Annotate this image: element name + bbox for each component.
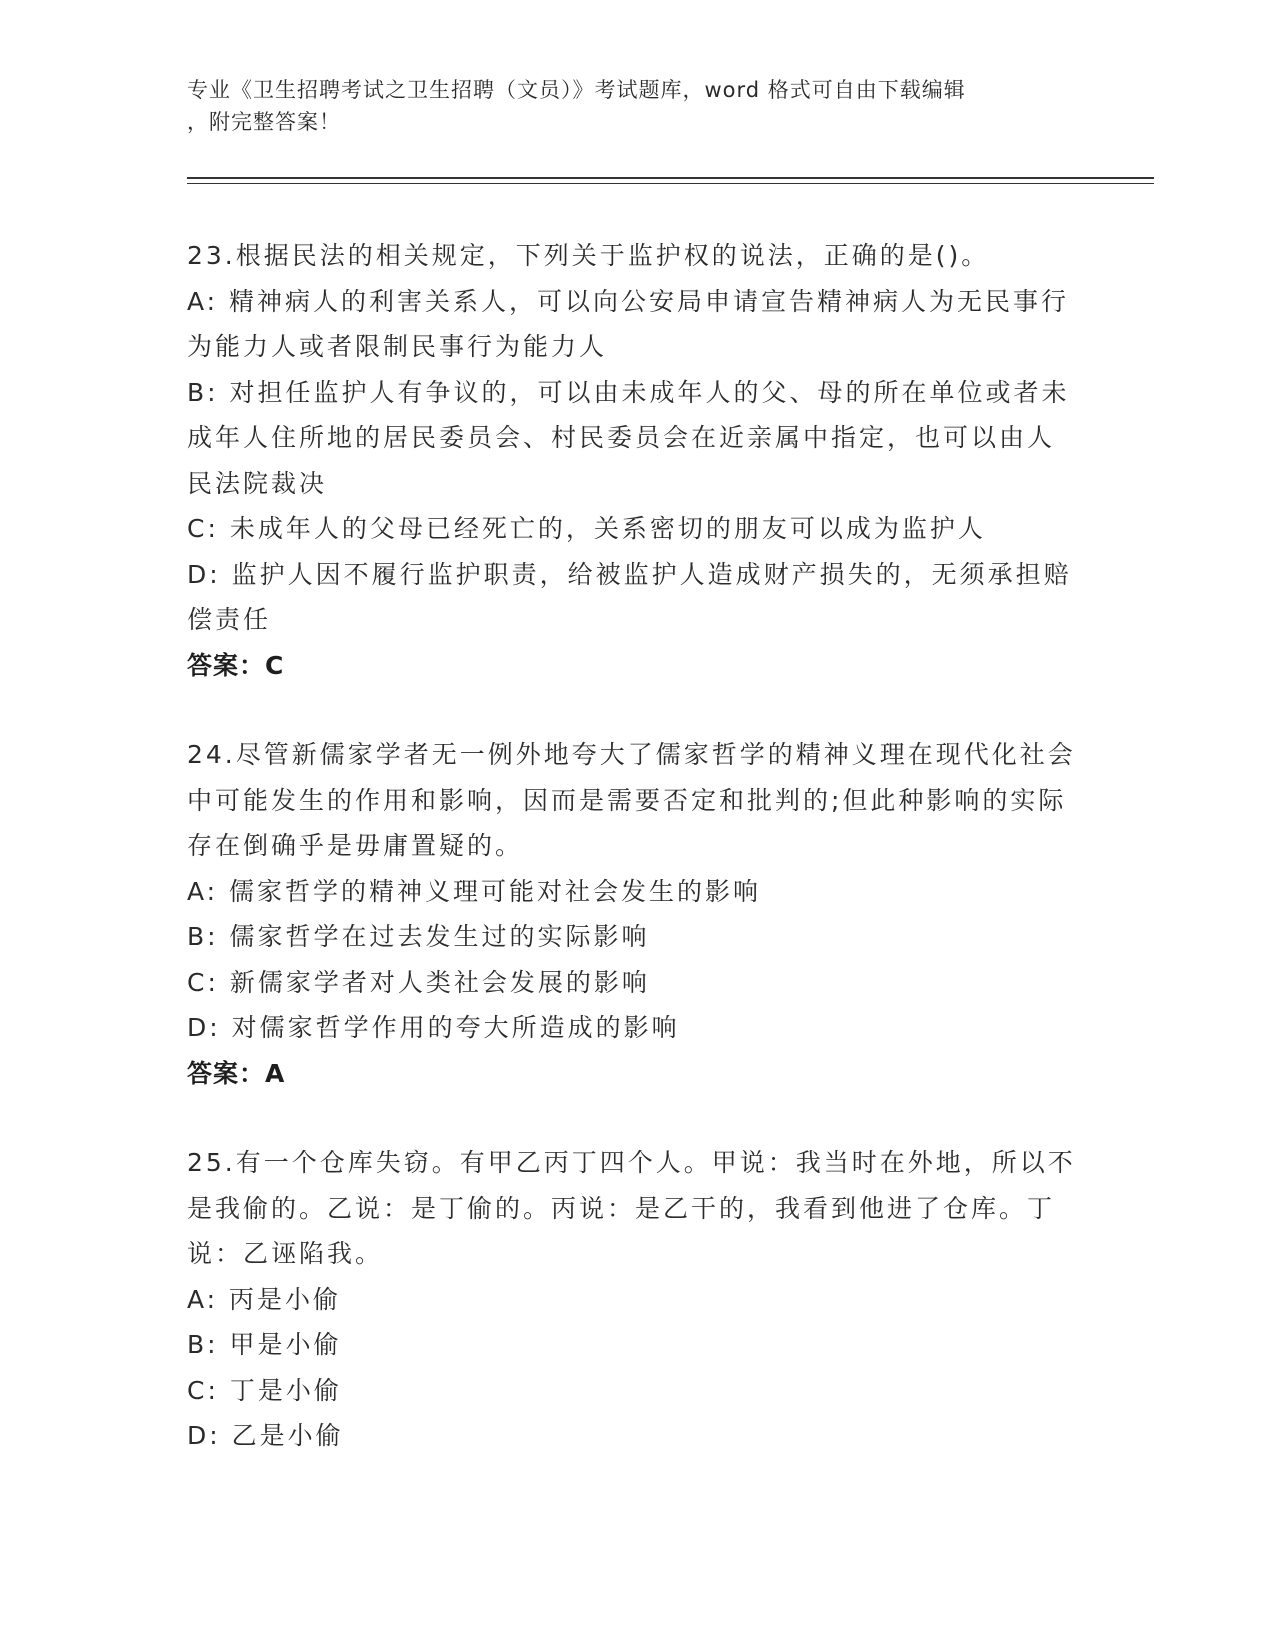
option-b: B: 甲是小偷	[187, 1330, 342, 1359]
option-b: B: 儒家哲学在过去发生过的实际影响	[187, 922, 650, 951]
question-25	[187, 1140, 1077, 1459]
answer-label: 答案：A	[187, 1058, 286, 1088]
question-stem: 25.有一个仓库失窃。有甲乙丙丁四个人。甲说：我当时在外地，所以不是我偷的。乙说：是丁偷的。丙说：是乙干的，我看到他进了仓库。丁说：乙诬陷我。	[187, 1148, 1076, 1268]
question-24	[187, 732, 1077, 1096]
question-list	[187, 233, 1077, 1503]
header-line-1: 专业《卫生招聘考试之卫生招聘（文员）》考试题库，word 格式可自由下载编辑	[187, 78, 966, 102]
option-d: D: 乙是小偷	[187, 1421, 344, 1450]
option-a: A: 儒家哲学的精神义理可能对社会发生的影响	[187, 876, 762, 906]
option-d: D: 对儒家哲学作用的夸大所造成的影响	[187, 1013, 680, 1042]
option-d: D: 监护人因不履行监护职责，给被监护人造成财产损失的，无须承担赔偿责任	[187, 559, 1072, 634]
question-23	[187, 233, 1077, 688]
option-a: A: 精神病人的利害关系人，可以向公安局申请宣告精神病人为无民事行为能力人或者限制民事行为能力人	[187, 286, 1070, 361]
option-c: C: 丁是小偷	[187, 1375, 342, 1405]
option-b: B: 对担任监护人有争议的，可以由未成年人的父、母的所在单位或者未成年人住所地的居民委员会、村民委员会在近亲属中指定，也可以由人民法院裁决	[187, 377, 1070, 498]
question-stem: 23.根据民法的相关规定，下列关于监护权的说法，正确的是()。	[187, 241, 990, 270]
option-c: C: 新儒家学者对人类社会发展的影响	[187, 967, 650, 997]
header-rule-thick	[187, 177, 1154, 179]
option-c: C: 未成年人的父母已经死亡的，关系密切的朋友可以成为监护人	[187, 514, 986, 543]
header-line-2: ，附完整答案！	[187, 110, 341, 134]
answer-label: 答案：C	[187, 650, 285, 680]
question-stem: 24.尽管新儒家学者无一例外地夸大了儒家哲学的精神义理在现代化社会中可能发生的作用和影响，因而是需要否定和批判的;但此种影响的实际存在倒确乎是毋庸置疑的。	[187, 740, 1076, 860]
header-rule-thin	[187, 183, 1154, 184]
option-a: A: 丙是小偷	[187, 1284, 342, 1314]
document-header	[187, 74, 1067, 138]
